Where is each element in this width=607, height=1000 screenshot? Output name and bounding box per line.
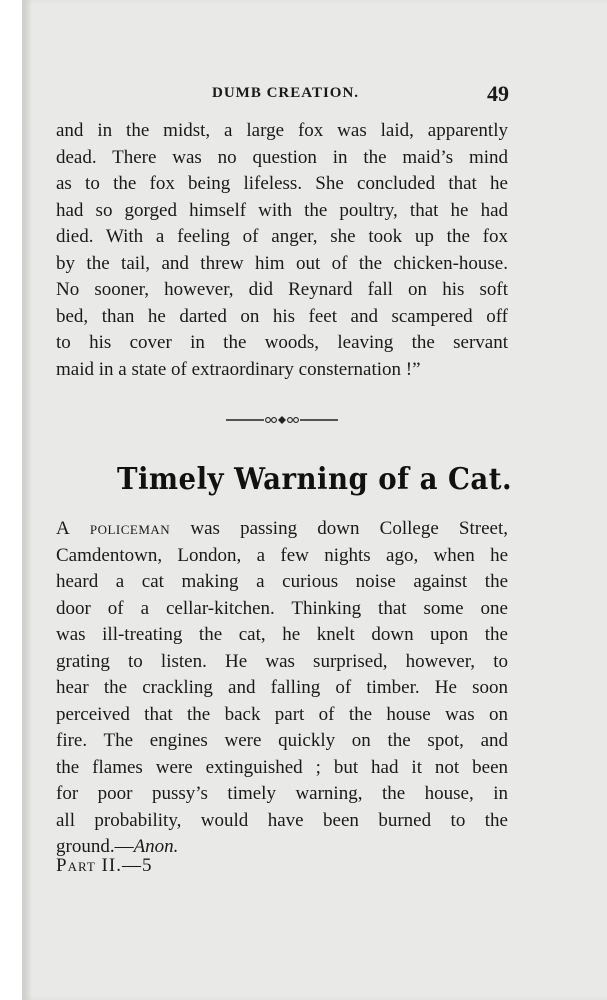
text-fragment: was passing down College Street, bbox=[170, 518, 508, 539]
page-header bbox=[22, 82, 607, 106]
text-line: No sooner, however, did Reynard fall on his soft bbox=[56, 279, 508, 300]
text-line: for poor pussy’s timely warning, the house, in bbox=[56, 783, 508, 804]
printer-signature: Part II.—5 bbox=[56, 855, 153, 876]
text-line: perceived that the back part of the house was on bbox=[56, 703, 508, 725]
running-head: DUMB CREATION. bbox=[212, 85, 360, 101]
text-line: bed, than he darted on his feet and scampered off bbox=[56, 305, 508, 327]
article-body bbox=[56, 516, 508, 861]
text-line: fire. The engines were quickly on the spot, and bbox=[56, 730, 508, 751]
text-line: died. With a feeling of anger, she took up the fox bbox=[56, 226, 508, 247]
text-line: dead. There was no question in the maid’s mind bbox=[56, 146, 508, 168]
text-fragment: ground.— bbox=[56, 836, 134, 857]
text-line: grating to listen. He was surprised, however, to bbox=[56, 650, 508, 672]
text-line: all probability, would have been burned to the bbox=[56, 809, 508, 831]
author-attribution: Anon. bbox=[133, 836, 179, 857]
text-line: to his cover in the woods, leaving the servant bbox=[56, 332, 508, 353]
text-line bbox=[56, 516, 508, 543]
text-line: heard a cat making a curious noise against the bbox=[56, 571, 508, 592]
text-line: and in the midst, a large fox was laid, apparently bbox=[56, 120, 508, 141]
text-line: the flames were extinguished ; but had it not been bbox=[56, 756, 508, 778]
text-line: hear the crackling and falling of timber. He soon bbox=[56, 677, 508, 698]
section-divider-ornament bbox=[226, 414, 338, 426]
text-line: was ill-treating the cat, he knelt down upon the bbox=[56, 624, 508, 645]
book-page bbox=[22, 0, 607, 1000]
text-line: maid in a state of extraordinary consternation !” bbox=[56, 358, 421, 380]
text-line: had so gorged himself with the poultry, that he had bbox=[56, 199, 508, 221]
text-line: by the tail, and threw him out of the chicken-house. bbox=[56, 252, 508, 274]
lead-words: A policeman bbox=[56, 518, 171, 539]
paragraph-continued bbox=[56, 118, 508, 383]
text-line: as to the fox being lifeless. She concluded that he bbox=[56, 173, 508, 194]
page-number: 49 bbox=[487, 81, 509, 106]
text-line: door of a cellar-kitchen. Thinking that some one bbox=[56, 597, 508, 619]
text-line: Camdentown, London, a few nights ago, when he bbox=[56, 544, 508, 566]
article-title: Timely Warning of a Cat. bbox=[116, 462, 513, 497]
